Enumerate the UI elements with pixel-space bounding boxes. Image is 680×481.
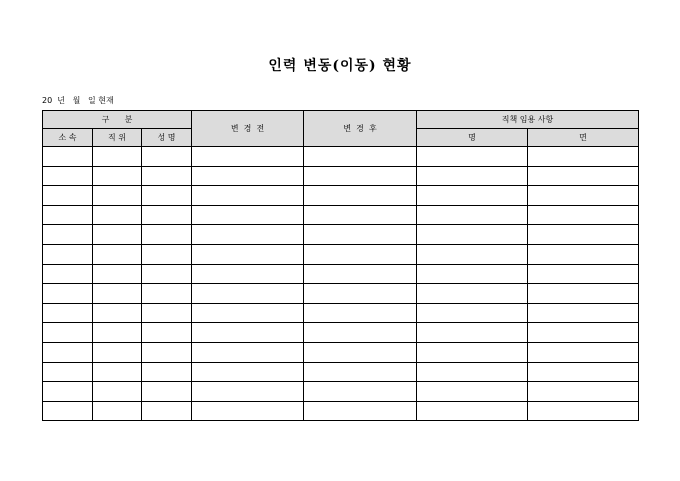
- cell-dismissed[interactable]: [528, 244, 639, 264]
- table-row: [43, 244, 639, 264]
- cell-name[interactable]: [142, 147, 192, 167]
- cell-position[interactable]: [93, 382, 142, 402]
- cell-position[interactable]: [93, 323, 142, 343]
- cell-after[interactable]: [304, 323, 417, 343]
- cell-position[interactable]: [93, 225, 142, 245]
- cell-position[interactable]: [93, 166, 142, 186]
- table-row: [43, 225, 639, 245]
- page-title: 인력 변동(이동) 현황: [268, 58, 412, 74]
- cell-dismissed[interactable]: [528, 225, 639, 245]
- cell-before[interactable]: [192, 342, 304, 362]
- cell-dismissed[interactable]: [528, 362, 639, 382]
- cell-after[interactable]: [304, 401, 417, 421]
- cell-dismissed[interactable]: [528, 342, 639, 362]
- cell-appointed[interactable]: [417, 303, 528, 323]
- header-group-category: 구 분: [43, 111, 192, 129]
- cell-position[interactable]: [93, 186, 142, 206]
- cell-position[interactable]: [93, 303, 142, 323]
- cell-dismissed[interactable]: [528, 186, 639, 206]
- cell-before[interactable]: [192, 186, 304, 206]
- cell-before[interactable]: [192, 166, 304, 186]
- header-position: 직 위: [93, 129, 142, 147]
- cell-dismissed[interactable]: [528, 401, 639, 421]
- cell-dismissed[interactable]: [528, 264, 639, 284]
- header-duty-appointment: 직책 임용 사항: [417, 111, 639, 129]
- cell-affiliation[interactable]: [43, 205, 93, 225]
- cell-name[interactable]: [142, 225, 192, 245]
- cell-name[interactable]: [142, 362, 192, 382]
- cell-dismissed[interactable]: [528, 303, 639, 323]
- cell-affiliation[interactable]: [43, 342, 93, 362]
- cell-affiliation[interactable]: [43, 362, 93, 382]
- cell-dismissed[interactable]: [528, 284, 639, 304]
- table-row: [43, 166, 639, 186]
- table-row: [43, 342, 639, 362]
- cell-name[interactable]: [142, 303, 192, 323]
- cell-after[interactable]: [304, 342, 417, 362]
- cell-name[interactable]: [142, 284, 192, 304]
- header-affiliation: 소 속: [43, 129, 93, 147]
- cell-name[interactable]: [142, 342, 192, 362]
- cell-before[interactable]: [192, 284, 304, 304]
- cell-affiliation[interactable]: [43, 186, 93, 206]
- table-row: [43, 401, 639, 421]
- cell-position[interactable]: [93, 342, 142, 362]
- cell-position[interactable]: [93, 401, 142, 421]
- cell-name[interactable]: [142, 186, 192, 206]
- cell-dismissed[interactable]: [528, 205, 639, 225]
- cell-after[interactable]: [304, 225, 417, 245]
- table-row: [43, 382, 639, 402]
- cell-before[interactable]: [192, 303, 304, 323]
- cell-before[interactable]: [192, 382, 304, 402]
- cell-appointed[interactable]: [417, 342, 528, 362]
- cell-name[interactable]: [142, 323, 192, 343]
- cell-appointed[interactable]: [417, 401, 528, 421]
- personnel-change-table: [42, 110, 639, 421]
- cell-dismissed[interactable]: [528, 166, 639, 186]
- table-row: [43, 147, 639, 167]
- cell-appointed[interactable]: [417, 186, 528, 206]
- cell-name[interactable]: [142, 264, 192, 284]
- cell-name[interactable]: [142, 401, 192, 421]
- cell-affiliation[interactable]: [43, 323, 93, 343]
- cell-after[interactable]: [304, 264, 417, 284]
- table-row: [43, 362, 639, 382]
- cell-appointed[interactable]: [417, 225, 528, 245]
- header-dismissed: 면: [528, 129, 639, 147]
- cell-after[interactable]: [304, 362, 417, 382]
- cell-after[interactable]: [304, 284, 417, 304]
- cell-appointed[interactable]: [417, 284, 528, 304]
- table-row: [43, 186, 639, 206]
- cell-after[interactable]: [304, 244, 417, 264]
- date-line: 20 년 월 일 현재: [42, 96, 114, 105]
- cell-appointed[interactable]: [417, 205, 528, 225]
- cell-affiliation[interactable]: [43, 166, 93, 186]
- cell-before[interactable]: [192, 147, 304, 167]
- cell-name[interactable]: [142, 166, 192, 186]
- table-row: [43, 284, 639, 304]
- cell-after[interactable]: [304, 205, 417, 225]
- cell-position[interactable]: [93, 362, 142, 382]
- cell-appointed[interactable]: [417, 147, 528, 167]
- cell-position[interactable]: [93, 284, 142, 304]
- cell-after[interactable]: [304, 166, 417, 186]
- cell-after[interactable]: [304, 303, 417, 323]
- cell-name[interactable]: [142, 205, 192, 225]
- cell-before[interactable]: [192, 264, 304, 284]
- table-row: [43, 205, 639, 225]
- cell-position[interactable]: [93, 147, 142, 167]
- cell-name[interactable]: [142, 244, 192, 264]
- table-row: [43, 264, 639, 284]
- cell-position[interactable]: [93, 244, 142, 264]
- cell-affiliation[interactable]: [43, 382, 93, 402]
- cell-after[interactable]: [304, 186, 417, 206]
- header-after-change: 변 경 후: [304, 111, 417, 147]
- table-row: [43, 303, 639, 323]
- cell-position[interactable]: [93, 264, 142, 284]
- cell-appointed[interactable]: [417, 264, 528, 284]
- header-appointed: 명: [417, 129, 528, 147]
- cell-after[interactable]: [304, 382, 417, 402]
- cell-dismissed[interactable]: [528, 382, 639, 402]
- header-before-change: 변 경 전: [192, 111, 304, 147]
- header-name: 성 명: [142, 129, 192, 147]
- cell-appointed[interactable]: [417, 362, 528, 382]
- cell-affiliation[interactable]: [43, 147, 93, 167]
- cell-appointed[interactable]: [417, 382, 528, 402]
- cell-affiliation[interactable]: [43, 264, 93, 284]
- cell-appointed[interactable]: [417, 244, 528, 264]
- table-row: [43, 323, 639, 343]
- cell-appointed[interactable]: [417, 166, 528, 186]
- cell-appointed[interactable]: [417, 323, 528, 343]
- cell-before[interactable]: [192, 362, 304, 382]
- cell-affiliation[interactable]: [43, 244, 93, 264]
- cell-position[interactable]: [93, 205, 142, 225]
- cell-dismissed[interactable]: [528, 323, 639, 343]
- cell-before[interactable]: [192, 225, 304, 245]
- cell-affiliation[interactable]: [43, 284, 93, 304]
- cell-before[interactable]: [192, 323, 304, 343]
- cell-affiliation[interactable]: [43, 303, 93, 323]
- cell-name[interactable]: [142, 382, 192, 402]
- cell-before[interactable]: [192, 205, 304, 225]
- cell-affiliation[interactable]: [43, 225, 93, 245]
- cell-before[interactable]: [192, 244, 304, 264]
- cell-after[interactable]: [304, 147, 417, 167]
- cell-affiliation[interactable]: [43, 401, 93, 421]
- cell-before[interactable]: [192, 401, 304, 421]
- cell-dismissed[interactable]: [528, 147, 639, 167]
